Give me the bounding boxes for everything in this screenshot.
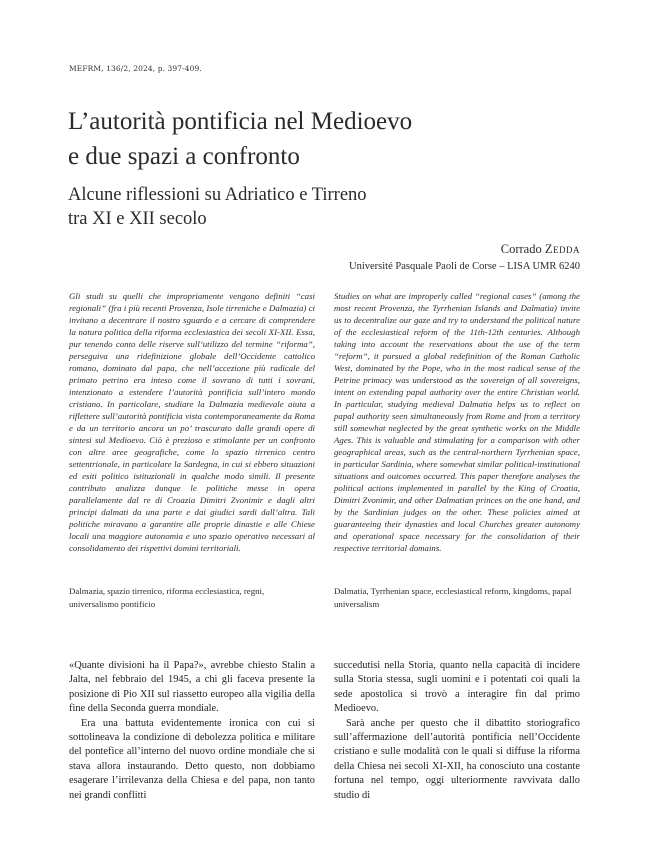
- author-affiliation: Université Pasquale Paoli de Corse – LISA UMR 6240: [349, 261, 580, 272]
- author-last-name: Zedda: [544, 242, 580, 256]
- title-line-2: e due spazi a confronto: [68, 143, 300, 170]
- body-paragraph: succedutisi nella Storia, quanto nella capacità di incidere sulla Storia stessa, sugli uomini e i potentati coi quali la sede apostolica si trovò a interagire fin dal primo Medioevo.: [334, 660, 580, 715]
- body-column-left: [69, 659, 315, 803]
- abstract-italian: Gli studi su quelli che impropriamente vengono definiti “casi regionali” (fra i più recenti Provenza, Isole tirreniche e Dalmazia) ci invitano a decentrare il nostro sguardo e a cercare di comprendere la natura politica della riforma ecclesiastica dei secoli XI-XII. Essa, pur tenendo conto delle riserve sull’utilizzo del termine “riforma”, perseguiva una ridefinizione globale dell’Occidente cattolico romano, dominato dal papa, che nell’accezione più radicale del primato petrino era inteso come il sovrano di tutti i sovrani, intenzionato a estendere l’autorità pontificia sull’intero mondo cristiano. In particolare, studiare la Dalmazia medievale aiuta a riflettere sull’autorità pontificia vista contemporaneamente da Roma e da un territorio ancora un po’ trascurato dalle grandi opere di sintesi sul Medioevo. Ciò è prezioso e stimolante per un confronto con altre aree geografiche, come lo spazio tirrenico centro settentrionale, in particolare la Sardegna, in cui si ebbero situazioni ed esiti politico istituzionali in qualche modo simili. Il presente contributo analizza dunque le politiche messe in opera parallelamente dal re di Croazia Dimitri Zvonimir e dagli altri principi dalmati da una parte e dai giudici sardi dall’altra. Tali politiche miravano a garantire alle proprie dinastie e alle Chiese locali una maggiore autonomia e uno spazio operativo necessari al consolidamento dei rispettivi domini territoriali.: [69, 291, 315, 553]
- article-subtitle: [68, 183, 588, 231]
- author-first-name: Corrado: [500, 242, 542, 256]
- body-paragraph: Era una battuta evidentemente ironica con cui si sottolineava la condizione di debolezza politica e militare del pontefice all’interno del nuovo ordine mondiale che si stava allora instaurando. Detto questo, non dobbiamo esagerare l’irrilevanza della Chiesa e del papa, non tanto nei grandi conflitti: [69, 717, 315, 801]
- subtitle-line-2: tra XI e XII secolo: [68, 209, 207, 229]
- abstract-english: Studies on what are improperly called “regional cases” (among the most recent Provenza, the Tyrrhenian Islands and Dalmatia) invite us to decentralize our gaze and try to understand the political nature of the ecclesiastical reform of the 11th-12th centuries. Although taking into account the reservations about the use of the term “reform”, it pursued a global redefinition of the Roman Catholic West, dominated by the Pope, who in the most radical sense of the Petrine primacy was understood as the sovereign of all sovereigns, intent on extending papal authority over the entire Christian world. In particular, studying medieval Dalmatia helps us to reflect on papal authority seen simultaneously from Rome and from a territory still somewhat neglected by the great synthetic works on the Middle Ages. This is valuable and stimulating for a comparison with other geographical areas, such as the central-northern Tyrrhenian space, in particular Sardinia, where somewhat similar political-institutional situations and outcomes occurred. This paper therefore analyses the political actions implemented in parallel by the King of Croatia, Dimitri Zvonimir, and other Dalmatian princes on the one hand, and by the Sardinian judges on the other. These policies aimed at guaranteeing their dynasties and local Churches greater autonomy and operational space necessary for the consolidation of their respective territorial domains.: [334, 291, 580, 553]
- keywords-italian: Dalmazia, spazio tirrenico, riforma ecclesiastica, regni, universalismo pontificio: [69, 586, 265, 609]
- article-title: [68, 104, 588, 174]
- author-name: [501, 242, 580, 257]
- body-paragraph: «Quante divisioni ha il Papa?», avrebbe chiesto Stalin a Jalta, nel febbraio del 1945, a chi gli faceva presente la posizione di Pio XII sul riassetto europeo alla vigilia della fine della Seconda guerra mondiale.: [69, 660, 315, 715]
- running-head: MEFRM, 136/2, 2024, p. 397-409.: [69, 64, 202, 73]
- body-paragraph: Sarà anche per questo che il dibattito storiografico sull’affermazione dell’autorità pontificia nell’Occidente cristiano e sulle modalità con le quali si diffuse la riforma della Chiesa nei secoli XI-XII, ha conosciuto una costante fortuna nel tempo, oggi ulteriormente ravvivata dallo studio di: [334, 717, 580, 801]
- title-line-1: L’autorità pontificia nel Medioevo: [68, 108, 413, 135]
- body-column-right: [334, 659, 580, 803]
- keywords-english: Dalmatia, Tyrrhenian space, ecclesiastical reform, kingdoms, papal universalism: [334, 586, 572, 609]
- subtitle-line-1: Alcune riflessioni su Adriatico e Tirreno: [68, 185, 367, 205]
